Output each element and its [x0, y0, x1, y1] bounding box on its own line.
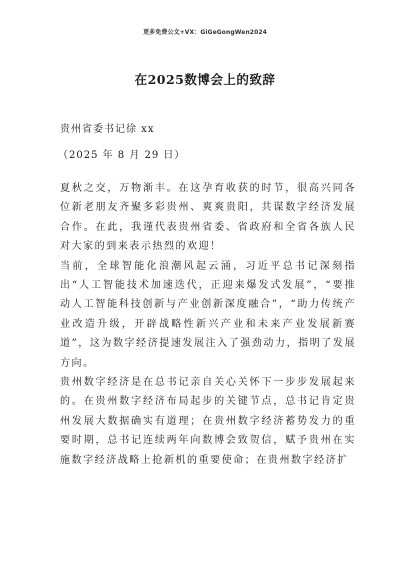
paragraph: 当前，全球智能化浪潮风起云涌，习近平总书记深刻指出“人工智能技术加速迭代，正迎来爆发式发展”，“要推动人工智能科技创新与产业创新深度融合”，“助力传统产业改造升级，开辟战略性新兴产业和未来产业发展新赛道”，这为数字经济提速发展注入了强劲动力，指明了发展方向。	[60, 260, 356, 369]
paragraph: 贵州数字经济是在总书记亲自关心关怀下一步步发展起来的。在贵州数字经济布局起步的关键节点，总书记肯定贵州发展大数据确实有道理；在贵州数字经济蓄势发力的重要时期，总书记连续两年向数博会致贺信，赋予贵州在实施数字经济战略上抢新机的重要使命；在贵州数字经济扩	[60, 377, 356, 466]
author-line: 贵州省委书记徐 xx	[60, 124, 155, 135]
document-body	[60, 179, 356, 470]
paragraph: 夏秋之交，万物渐丰。在这孕育收获的时节，很高兴同各位新老朋友齐聚多彩贵州、爽爽贵阳，共谋数字经济发展合作。在此，我谨代表贵州省委、省政府和全省各族人民对大家的到来表示热烈的欢迎！	[60, 183, 356, 253]
header-note: 更多免费公文+VX：GiGeGongWen2024	[143, 29, 267, 36]
date-line: （2025 年 8 月 29 日）	[58, 150, 186, 161]
document-title: 在2025数博会上的致辞	[134, 72, 276, 87]
